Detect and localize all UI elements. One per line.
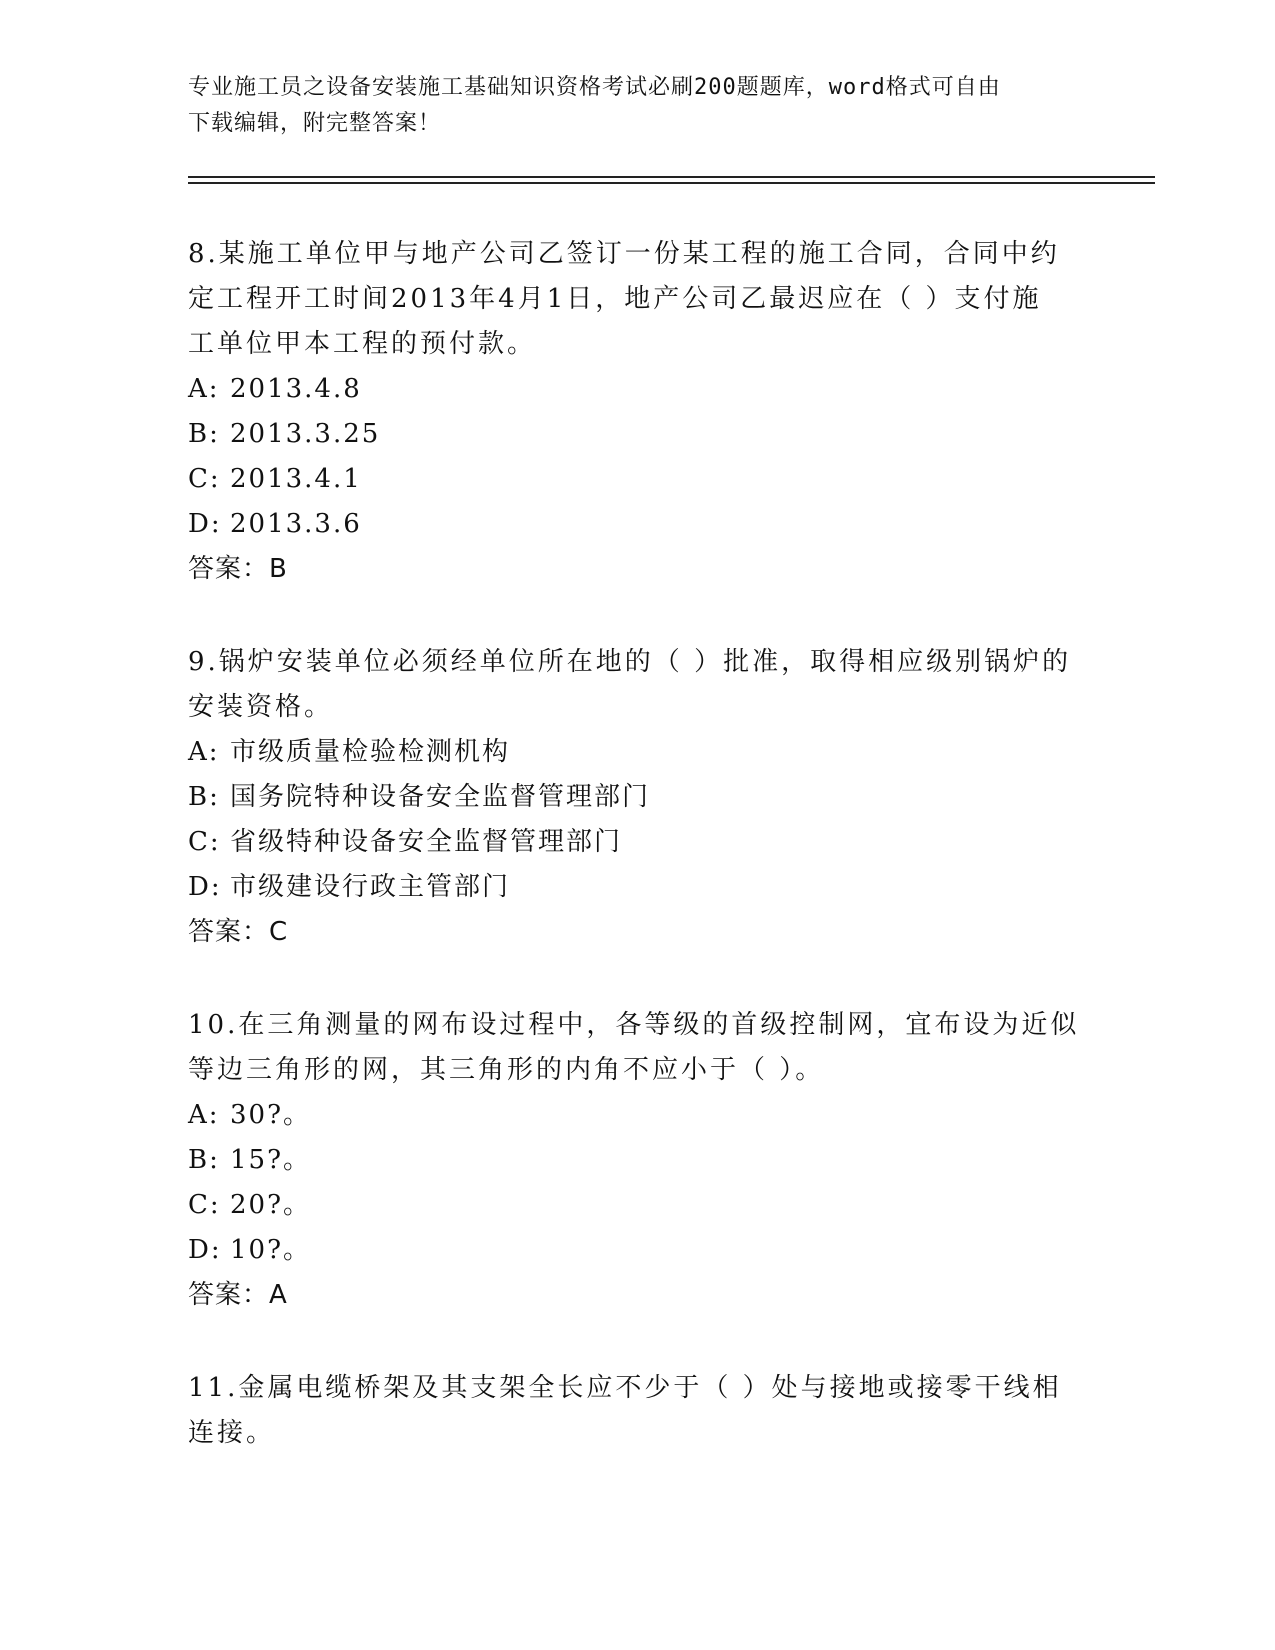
option-a xyxy=(188,1093,1088,1138)
option-text: 30?。 xyxy=(230,1100,312,1130)
header-line-1: 专业施工员之设备安装施工基础知识资格考试必刷200题题库，word格式可自由 xyxy=(188,75,1001,100)
option-d xyxy=(188,865,1088,910)
question-stem-line: 10.在三角测量的网布设过程中，各等级的首级控制网，宜布设为近似 xyxy=(188,1010,1080,1040)
question-stem-line: 9.锅炉安装单位必须经单位所在地的（ ）批准，取得相应级别锅炉的 xyxy=(188,647,1072,677)
option-label: D: xyxy=(188,509,222,539)
option-text: 国务院特种设备安全监督管理部门 xyxy=(230,782,651,812)
question-8 xyxy=(188,232,1088,592)
option-text: 2013.4.1 xyxy=(230,464,362,494)
question-stem-line: 8.某施工单位甲与地产公司乙签订一份某工程的施工合同，合同中约 xyxy=(188,239,1060,269)
question-stem-line: 11.金属电缆桥架及其支架全长应不少于（ ）处与接地或接零干线相 xyxy=(188,1373,1062,1403)
question-stem-line: 工单位甲本工程的预付款。 xyxy=(188,329,537,359)
option-text: 15?。 xyxy=(230,1145,312,1175)
option-label: D: xyxy=(188,1235,222,1265)
question-11 xyxy=(188,1366,1088,1456)
question-stem-line: 定工程开工时间2013年4月1日，地产公司乙最迟应在（ ）支付施 xyxy=(188,284,1042,314)
option-text: 市级质量检验检测机构 xyxy=(230,737,511,767)
option-label: A: xyxy=(188,1100,220,1130)
option-text: 10?。 xyxy=(230,1235,312,1265)
option-text: 2013.4.8 xyxy=(230,374,362,404)
option-text: 20?。 xyxy=(230,1190,312,1220)
option-a xyxy=(188,367,1088,412)
option-text: 省级特种设备安全监督管理部门 xyxy=(230,827,623,857)
option-d xyxy=(188,502,1088,547)
question-stem-line: 连接。 xyxy=(188,1418,276,1448)
option-label: A: xyxy=(188,737,220,767)
option-label: C: xyxy=(188,827,221,857)
option-d xyxy=(188,1228,1088,1273)
answer-line: 答案：B xyxy=(188,554,288,584)
option-c xyxy=(188,457,1088,502)
option-label: B: xyxy=(188,782,220,812)
option-text: 2013.3.6 xyxy=(230,509,362,539)
question-stem-line: 安装资格。 xyxy=(188,692,334,722)
answer-line: 答案：A xyxy=(188,1280,288,1310)
option-label: C: xyxy=(188,464,221,494)
answer-line: 答案：C xyxy=(188,917,289,947)
question-stem-line: 等边三角形的网，其三角形的内角不应小于（ ）。 xyxy=(188,1055,825,1085)
option-label: C: xyxy=(188,1190,221,1220)
header-divider-top xyxy=(188,176,1155,178)
option-text: 市级建设行政主管部门 xyxy=(230,872,511,902)
header-divider-bottom xyxy=(188,182,1155,184)
question-9 xyxy=(188,640,1088,955)
option-c xyxy=(188,820,1088,865)
question-10 xyxy=(188,1003,1088,1318)
option-text: 2013.3.25 xyxy=(230,419,381,449)
option-label: D: xyxy=(188,872,222,902)
document-header xyxy=(188,70,1068,142)
option-b xyxy=(188,1138,1088,1183)
header-line-2: 下载编辑，附完整答案！ xyxy=(188,111,442,136)
option-c xyxy=(188,1183,1088,1228)
option-label: B: xyxy=(188,1145,220,1175)
option-b xyxy=(188,775,1088,820)
option-b xyxy=(188,412,1088,457)
option-label: B: xyxy=(188,419,220,449)
question-list xyxy=(188,232,1088,1504)
option-label: A: xyxy=(188,374,220,404)
option-a xyxy=(188,730,1088,775)
